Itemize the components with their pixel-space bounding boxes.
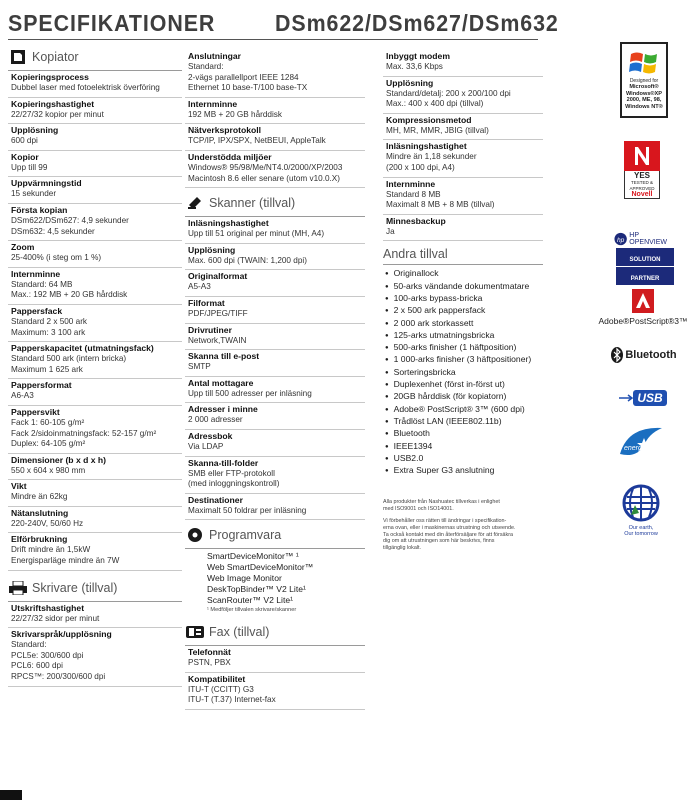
spec-item bbox=[383, 114, 543, 141]
fax-detail-spec-list bbox=[383, 50, 543, 241]
adobe-icon bbox=[631, 288, 655, 314]
spec-label: Inläsningshastighet bbox=[188, 218, 269, 229]
spec-item bbox=[383, 50, 543, 77]
page-edge-marker bbox=[0, 790, 22, 800]
section-title: Fax (tillval) bbox=[209, 625, 270, 640]
spec-label: Telefonnät bbox=[188, 647, 231, 658]
spec-label: Nätanslutning bbox=[11, 507, 69, 518]
spec-value: Upp till 51 original per minut (MH, A4) bbox=[188, 229, 325, 239]
spec-value: 22/27/32 sidor per minut bbox=[11, 613, 100, 623]
option-item: ● 125-arks utmatningsbricka bbox=[385, 330, 543, 342]
spec-label: Kopieringshastighet bbox=[11, 98, 95, 109]
spec-label: Skanna-till-folder bbox=[188, 457, 259, 468]
spec-item bbox=[185, 98, 365, 125]
windows-logo-text bbox=[625, 78, 663, 110]
our-earth-text bbox=[624, 525, 658, 538]
logo-text-line: Designed for bbox=[629, 77, 659, 84]
spec-value: Maximalt 50 foldrar per inläsning bbox=[188, 505, 307, 515]
spec-value: Dubbel laser med fotoelektrisk överföring bbox=[11, 83, 160, 92]
spec-label: Zoom bbox=[11, 242, 35, 253]
spec-label: Upplösning bbox=[188, 244, 236, 255]
spec-value: Maximum 1 625 ark bbox=[11, 364, 83, 374]
skrivare-spec-list bbox=[8, 602, 182, 687]
novell-n-icon bbox=[624, 141, 660, 171]
spec-value: Energisparläge mindre än 7W bbox=[11, 556, 120, 566]
footnote-line: dig om att utrustningen som här beskrivs, finns bbox=[383, 538, 495, 545]
spec-label: Filformat bbox=[188, 297, 225, 308]
section-title: Skanner (tillval) bbox=[209, 196, 296, 211]
spec-label: Dimensioner (b x d x h) bbox=[11, 454, 107, 465]
spec-label: Drivrutiner bbox=[188, 324, 232, 335]
spec-item bbox=[185, 494, 365, 521]
bluetooth-label: Bluetooth bbox=[625, 349, 677, 361]
option-item: ● 1 000-arks finisher (3 häftpositioner) bbox=[385, 354, 543, 366]
spec-item bbox=[8, 204, 182, 241]
footnote-paragraph bbox=[383, 499, 543, 513]
spec-item bbox=[8, 124, 182, 151]
spec-item bbox=[383, 77, 543, 114]
hp-openview-logo bbox=[614, 231, 676, 282]
logo-text-line: 2000, ME, 98, bbox=[626, 97, 662, 104]
option-item: ● Duplexenhet (först in-först ut) bbox=[385, 379, 543, 391]
other-options-title: Andra tillval bbox=[383, 247, 543, 265]
globe-icon bbox=[621, 483, 661, 525]
spec-item bbox=[185, 403, 365, 430]
kopiator-spec-list bbox=[8, 71, 182, 571]
spec-value: (200 x 100 dpi, A4) bbox=[386, 162, 455, 172]
spec-value: Standard: bbox=[11, 640, 47, 650]
spec-item bbox=[8, 406, 182, 454]
spec-item bbox=[185, 297, 365, 324]
skanner-spec-list bbox=[185, 217, 365, 520]
spec-value: PCL5e: 300/600 dpi bbox=[11, 650, 84, 660]
spec-item bbox=[185, 350, 365, 377]
spec-item bbox=[185, 151, 365, 188]
option-item: ● Trådlöst LAN (IEEE802.11b) bbox=[385, 416, 543, 428]
footnote-line: Ta också kontakt med din återförsäljare för att försäkra bbox=[383, 531, 514, 538]
spec-label: Upplösning bbox=[11, 125, 59, 136]
spec-label: Nätverksprotokoll bbox=[188, 125, 262, 136]
option-item: ● 2 000 ark storkassett bbox=[385, 318, 543, 330]
spec-label: Kopior bbox=[11, 151, 39, 162]
spec-item bbox=[383, 178, 543, 215]
spec-value: Network,TWAIN bbox=[188, 335, 247, 345]
spec-item bbox=[185, 124, 365, 151]
spec-value: Maximum: 3 100 ark bbox=[11, 327, 86, 337]
spec-item bbox=[185, 646, 365, 673]
spec-label: Upplösning bbox=[386, 77, 434, 88]
spec-value: PDF/JPEG/TIFF bbox=[188, 308, 248, 318]
section-fax-heading bbox=[185, 621, 365, 643]
spec-label: Första kopian bbox=[11, 204, 68, 215]
footnote-line: Vi förbehåller oss rätten till ändringar i specifikation- bbox=[383, 517, 507, 524]
spec-value: RPCS™: 200/300/600 dpi bbox=[11, 672, 106, 682]
footnote-paragraph bbox=[383, 518, 543, 552]
software-item: SmartDeviceMonitor™ ¹ bbox=[207, 551, 299, 562]
spec-label: Pappersformat bbox=[11, 380, 72, 391]
option-item: ● 20GB hårddisk (för kopiatorn) bbox=[385, 391, 543, 403]
hp-openview-label: HP OPENVIEW bbox=[629, 231, 668, 246]
spec-label: Elförbrukning bbox=[11, 534, 68, 545]
hp-solution-label: SOLUTION bbox=[629, 256, 661, 263]
software-item: Web Image Monitor bbox=[207, 573, 282, 584]
usb-trident-icon bbox=[619, 393, 633, 403]
bluetooth-icon bbox=[611, 347, 623, 363]
spec-value: DSm622/DSm627: 4,9 sekunder bbox=[11, 215, 129, 225]
energy-star-icon bbox=[618, 424, 664, 464]
other-options-list bbox=[383, 265, 543, 477]
spec-item bbox=[8, 602, 182, 629]
spec-value: Ethernet 10 base-T/100 base-TX bbox=[188, 83, 308, 93]
section-title: Skrivare (tillval) bbox=[32, 580, 118, 595]
spec-item bbox=[8, 177, 182, 204]
spec-item bbox=[185, 50, 365, 98]
option-item: ● 50-arks vändande dokumentmatare bbox=[385, 281, 543, 293]
spec-value: Standard 500 ark (intern bricka) bbox=[11, 354, 127, 364]
energy-star-logo bbox=[615, 422, 667, 466]
spec-value: Max. 600 dpi (TWAIN: 1,200 dpi) bbox=[188, 255, 307, 265]
section-skanner-heading bbox=[185, 192, 365, 214]
spec-label: Uppvärmningstid bbox=[11, 178, 82, 189]
spec-item bbox=[8, 480, 182, 507]
spec-label: Originalformat bbox=[188, 271, 248, 282]
logo-text-line: Our tomorrow bbox=[624, 531, 658, 537]
section-skrivare-heading bbox=[8, 577, 182, 599]
spec-item bbox=[8, 628, 182, 686]
spec-value: Via LDAP bbox=[188, 441, 224, 451]
software-list bbox=[185, 549, 365, 617]
printer-icon bbox=[8, 579, 28, 597]
option-item: ● 500-arks finisher (1 häftposition) bbox=[385, 342, 543, 354]
spec-label: Understödda miljöer bbox=[188, 151, 272, 162]
header-divider bbox=[8, 39, 538, 40]
spec-value: TCP/IP, IPX/SPX, NetBEUI, AppleTalk bbox=[188, 136, 326, 146]
spec-value: ITU-T (CCITT) G3 bbox=[188, 684, 254, 694]
spec-label: Internminne bbox=[11, 268, 61, 279]
footnote-line: Alla produkter från Nashuatec tillverkas i enlighet bbox=[383, 499, 500, 506]
novell-logo bbox=[622, 135, 662, 205]
spec-label: Kompatibilitet bbox=[188, 673, 246, 684]
spec-item bbox=[8, 454, 182, 481]
adobe-postscript-label: Adobe®PostScript®3™ bbox=[598, 316, 688, 326]
option-item: ● Originallock bbox=[385, 268, 543, 280]
spec-label: Inbyggt modem bbox=[386, 51, 450, 61]
software-item: ScanRouter™ V2 Lite¹ bbox=[207, 595, 293, 606]
fax-icon bbox=[185, 623, 205, 641]
spec-label: Papperskapacitet (utmatningsfack) bbox=[11, 343, 154, 354]
page-title: SPECIFIKATIONER bbox=[8, 10, 216, 36]
usb-logo bbox=[618, 385, 668, 411]
scanner-icon bbox=[185, 194, 205, 212]
spec-item bbox=[383, 215, 543, 242]
spec-value: Windows® 95/98/Me/NT4.0/2000/XP/2003 bbox=[188, 162, 343, 172]
spec-label: Antal mottagare bbox=[188, 377, 254, 388]
spec-item bbox=[185, 430, 365, 457]
footnote-line: erna ovan, eller i maskinernas utrustning och utseende. bbox=[383, 524, 516, 531]
spec-item bbox=[8, 98, 182, 125]
option-item: ● Bluetooth bbox=[385, 428, 543, 440]
spec-value: A5-A3 bbox=[188, 282, 211, 292]
energy-label: energy bbox=[624, 445, 646, 452]
spec-label: Vikt bbox=[11, 481, 27, 492]
spec-value: Standard: bbox=[188, 62, 224, 71]
spec-item bbox=[185, 244, 365, 271]
windows-flag-icon bbox=[629, 50, 659, 76]
spec-item bbox=[8, 151, 182, 178]
footnote-line: med ISO9001 och ISO14001. bbox=[383, 506, 454, 513]
model-names: DSm622/DSm627/DSm632 bbox=[275, 10, 559, 36]
spec-value: PCL6: 600 dpi bbox=[11, 661, 63, 671]
footnotes bbox=[383, 499, 543, 552]
software-item: DeskTopBinder™ V2 Lite¹ bbox=[207, 584, 306, 595]
spec-label: Inläsningshastighet bbox=[386, 141, 467, 152]
spec-item bbox=[8, 241, 182, 268]
our-earth-logo bbox=[612, 475, 670, 545]
spec-value: 25-400% (i steg om 1 %) bbox=[11, 253, 102, 263]
hp-partner-label: PARTNER bbox=[630, 275, 660, 282]
connectivity-spec-list bbox=[185, 50, 365, 188]
option-item: ● 2 x 500 ark pappersfack bbox=[385, 305, 543, 317]
spec-label: Kompressionsmetod bbox=[386, 114, 472, 125]
spec-value: Fack 2/sidoinmatningsfack: 52-157 g/m² bbox=[11, 428, 157, 438]
option-item: ● Extra Super G3 anslutning bbox=[385, 465, 543, 477]
spec-value: PSTN, PBX bbox=[188, 658, 231, 668]
option-item: ● Sorteringsbricka bbox=[385, 367, 543, 379]
spec-item bbox=[185, 673, 365, 710]
spec-item bbox=[8, 71, 182, 98]
spec-value: Upp till 99 bbox=[11, 162, 48, 172]
spec-value: 600 dpi bbox=[11, 136, 38, 146]
spec-value: Ja bbox=[386, 226, 395, 236]
section-programvara-heading bbox=[185, 524, 365, 546]
spec-value: (med inloggningskontroll) bbox=[188, 479, 280, 489]
logo-text-line: Windows NT® bbox=[625, 103, 663, 110]
spec-value: Max. 33,6 Kbps bbox=[386, 62, 443, 71]
spec-item bbox=[8, 268, 182, 305]
usb-label: USB bbox=[637, 391, 663, 405]
spec-value: 15 sekunder bbox=[11, 189, 57, 199]
spec-value: 2 000 adresser bbox=[188, 415, 243, 425]
software-footnote: ¹ Medföljer tillvalen skrivare/skanner bbox=[207, 607, 297, 614]
logo-text-line: Microsoft® bbox=[629, 84, 659, 91]
spec-item bbox=[185, 457, 365, 494]
spec-value: Upp till 500 adresser per inläsning bbox=[188, 388, 312, 398]
spec-value: Duplex: 64-105 g/m² bbox=[11, 439, 86, 449]
spec-label: Adressbok bbox=[188, 430, 233, 441]
logo-text-line: TESTED & bbox=[630, 180, 653, 185]
svg-text:hp: hp bbox=[616, 236, 625, 244]
spec-value: Mindre än 62kg bbox=[11, 492, 68, 502]
spec-label: Skrivarspråk/upplösning bbox=[11, 629, 112, 640]
option-item: ● Adobe® PostScript® 3™ (600 dpi) bbox=[385, 404, 543, 416]
spec-label: Destinationer bbox=[188, 494, 243, 505]
spec-value: Drift mindre än 1,5kW bbox=[11, 545, 91, 555]
logo-text-line: Novell bbox=[631, 191, 653, 198]
spec-label: Pappersvikt bbox=[11, 406, 60, 417]
spec-value: A6-A3 bbox=[11, 391, 34, 401]
spec-item bbox=[8, 379, 182, 406]
logo-text-line: YES bbox=[633, 171, 650, 180]
spec-value: 2-vägs parallellport IEEE 1284 bbox=[188, 72, 299, 82]
spec-value: Standard/detalj: 200 x 200/100 dpi bbox=[386, 88, 511, 98]
spec-label: Internminne bbox=[188, 98, 238, 109]
section-title: Programvara bbox=[209, 528, 282, 543]
spec-value: Max.: 192 MB + 20 GB hårddisk bbox=[11, 290, 128, 300]
spec-item bbox=[185, 377, 365, 404]
spec-value: Mindre än 1,18 sekunder bbox=[386, 152, 477, 162]
section-title: Kopiator bbox=[32, 50, 79, 64]
option-item: ● IEEE1394 bbox=[385, 441, 543, 453]
spec-item bbox=[8, 305, 182, 342]
software-item: Web SmartDeviceMonitor™ bbox=[207, 562, 314, 573]
spec-value: ITU-T (T.37) Internet-fax bbox=[188, 695, 276, 705]
spec-value: Max.: 400 x 400 dpi (tillval) bbox=[386, 99, 484, 109]
spec-label: Anslutningar bbox=[188, 51, 241, 61]
spec-value: 22/27/32 kopior per minut bbox=[11, 109, 104, 119]
spec-item bbox=[383, 140, 543, 177]
spec-value: SMTP bbox=[188, 362, 211, 372]
column-1 bbox=[8, 46, 182, 687]
novell-logo-text bbox=[624, 171, 660, 199]
section-kopiator-heading bbox=[8, 46, 182, 68]
column-3 bbox=[383, 46, 543, 557]
spec-label: Adresser i minne bbox=[188, 404, 258, 415]
adobe-postscript-logo bbox=[598, 285, 688, 329]
fax-spec-list bbox=[185, 646, 365, 710]
spec-value: MH, MR, MMR, JBIG (tillval) bbox=[386, 125, 489, 135]
spec-value: DSm632: 4,5 sekunder bbox=[11, 226, 95, 236]
windows-logo bbox=[620, 42, 668, 118]
spec-value: SMB eller FTP-protokoll bbox=[188, 468, 275, 478]
spec-value: Macintosh 8.6 eller senare (utom v10.0.X) bbox=[188, 173, 340, 183]
option-item: ● 100-arks bypass-bricka bbox=[385, 293, 543, 305]
spec-label: Minnesbackup bbox=[386, 215, 446, 226]
spec-item bbox=[8, 342, 182, 379]
logo-text-line: Windows®XP bbox=[625, 90, 663, 97]
spec-label: Skanna till e-post bbox=[188, 351, 260, 362]
spec-value: Standard 8 MB bbox=[386, 189, 441, 199]
bluetooth-logo bbox=[605, 345, 683, 365]
spec-item bbox=[185, 270, 365, 297]
spec-item bbox=[8, 507, 182, 534]
spec-label: Pappersfack bbox=[11, 305, 63, 316]
spec-item bbox=[8, 533, 182, 570]
software-disc-icon bbox=[185, 526, 205, 544]
spec-value: 550 x 604 x 980 mm bbox=[11, 465, 86, 475]
spec-label: Internminne bbox=[386, 178, 436, 189]
spec-value: Fack 1: 60-105 g/m² bbox=[11, 417, 85, 427]
spec-label: Utskriftshastighet bbox=[11, 602, 85, 613]
option-item: ● USB2.0 bbox=[385, 453, 543, 465]
logo-text-line: APPROVED bbox=[629, 186, 655, 191]
hp-icon bbox=[614, 232, 627, 246]
spec-item bbox=[185, 217, 365, 244]
spec-value: Standard: 64 MB bbox=[11, 279, 73, 289]
footnote-line: tillgänglig lokalt. bbox=[383, 545, 422, 552]
spec-value: 192 MB + 20 GB hårddisk bbox=[188, 109, 282, 119]
spec-value: 220-240V, 50/60 Hz bbox=[11, 518, 84, 528]
spec-value: Standard 2 x 500 ark bbox=[11, 316, 88, 326]
copier-icon bbox=[8, 48, 28, 66]
spec-label: Kopieringsprocess bbox=[11, 72, 89, 82]
spec-item bbox=[185, 324, 365, 351]
spec-value: Maximalt 8 MB + 8 MB (tillval) bbox=[386, 200, 495, 210]
logo-text-line: Our earth, bbox=[628, 524, 654, 531]
column-2 bbox=[185, 46, 365, 710]
